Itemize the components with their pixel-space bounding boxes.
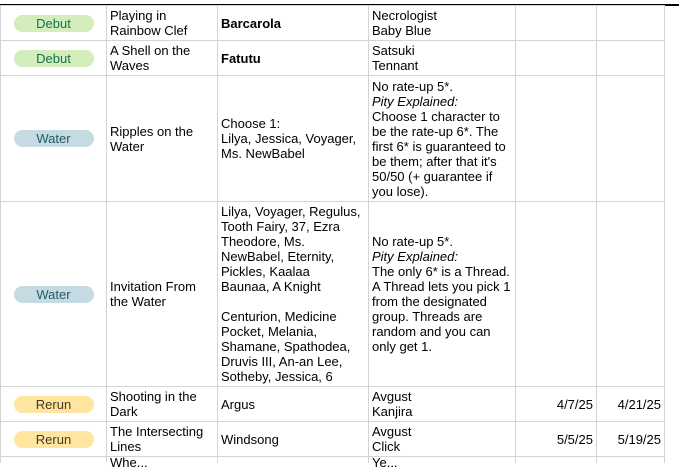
notes-line: Choose 1 character to: [372, 108, 500, 124]
start-date-cell[interactable]: 4/7/25: [516, 387, 597, 422]
notes-line: from the designated: [372, 294, 487, 309]
notes-cell-text: Ye...: [372, 455, 398, 470]
end-date-cell[interactable]: [597, 457, 665, 464]
rate-up-line: Theodore, Ms.: [221, 234, 305, 249]
banner-name-line: the Water: [110, 294, 166, 309]
banner-name-line: A Shell on the: [110, 43, 191, 58]
banner-name-line: Waves: [110, 58, 150, 73]
notes-line: be the rate-up 6*. The: [372, 123, 499, 139]
notes-line: Tennant: [372, 58, 419, 73]
end-date-cell[interactable]: 4/21/25: [597, 387, 665, 422]
notes-cell[interactable]: [369, 422, 516, 457]
end-date-cell[interactable]: [597, 76, 665, 202]
status-cell[interactable]: [1, 422, 107, 457]
rate-up-line: Barcarola: [221, 15, 281, 31]
status-cell[interactable]: [1, 202, 107, 387]
notes-cell[interactable]: [369, 202, 516, 387]
rate-up-cell[interactable]: [218, 457, 369, 464]
notes-line: you lose).: [372, 183, 429, 199]
banner-name-cell[interactable]: [107, 41, 218, 76]
rate-up-line: Windsong: [221, 431, 279, 447]
notes-line: Kanjira: [372, 404, 413, 419]
notes-line: random and you can: [372, 324, 491, 339]
notes-cell[interactable]: [369, 387, 516, 422]
notes-line: be them; after that it's: [372, 153, 497, 169]
status-cell[interactable]: [1, 387, 107, 422]
status-cell-text: [4, 455, 103, 461]
table-row: [1, 76, 665, 202]
rate-up-cell-text: [221, 455, 365, 461]
notes-line: first 6* is guaranteed to: [372, 138, 506, 154]
end-date-cell-text: [600, 455, 661, 461]
start-date-cell[interactable]: [516, 76, 597, 202]
status-cell[interactable]: [1, 76, 107, 202]
status-chip[interactable]: Rerun: [14, 431, 94, 448]
notes-line: Baby Blue: [372, 23, 432, 38]
banner-name-cell-text: Whe...: [110, 455, 148, 470]
rate-up-cell[interactable]: [218, 76, 369, 202]
end-date-cell[interactable]: [597, 202, 665, 387]
start-date-cell[interactable]: 5/5/25: [516, 422, 597, 457]
table-row: [1, 422, 665, 457]
rate-up-line: Choose 1:: [221, 116, 281, 131]
table-row-partial: [1, 457, 665, 464]
rate-up-line: Ms. NewBabel: [221, 146, 305, 161]
rate-up-line: Argus: [221, 396, 255, 412]
rate-up-gap: [221, 294, 365, 309]
status-cell[interactable]: [1, 457, 107, 464]
notes-line: No rate-up 5*.: [372, 234, 453, 249]
banner-name-cell[interactable]: [107, 76, 218, 202]
notes-cell[interactable]: [369, 76, 516, 202]
rate-up-line: Baunaa, A Knight: [221, 279, 321, 294]
notes-cell[interactable]: [369, 6, 516, 41]
table-row: [1, 6, 665, 41]
end-date-cell[interactable]: 5/19/25: [597, 422, 665, 457]
status-cell[interactable]: [1, 6, 107, 41]
rate-up-cell[interactable]: [218, 41, 369, 76]
rate-up-line: Tooth Fairy, 37, Ezra: [221, 219, 340, 234]
rate-up-cell[interactable]: [218, 422, 369, 457]
start-date-cell[interactable]: [516, 457, 597, 464]
notes-cell[interactable]: [369, 41, 516, 76]
end-date-cell[interactable]: [597, 6, 665, 41]
banner-name-line: Playing in: [110, 8, 167, 23]
notes-italic-line: Pity Explained:: [372, 249, 458, 264]
notes-line: No rate-up 5*.: [372, 78, 453, 94]
rate-up-line: Druvis III, An-an Lee,: [221, 354, 343, 369]
rate-up-cell[interactable]: [218, 202, 369, 387]
rate-up-line: Fatutu: [221, 50, 261, 66]
banner-name-cell[interactable]: [107, 202, 218, 387]
rate-up-cell[interactable]: [218, 387, 369, 422]
notes-line: 50/50 (+ guarantee if: [372, 168, 493, 184]
notes-cell[interactable]: [369, 455, 516, 470]
banner-name-line: Ripples on the: [110, 123, 194, 139]
table-row: [1, 202, 665, 387]
banner-name-line: Water: [110, 138, 145, 154]
status-chip[interactable]: Water: [14, 130, 94, 147]
banner-name-line: The Intersecting: [110, 424, 204, 439]
status-chip[interactable]: Water: [14, 286, 94, 303]
banner-name-line: Invitation From: [110, 279, 196, 294]
start-date-cell[interactable]: [516, 6, 597, 41]
notes-line: only get 1.: [372, 339, 432, 354]
banner-name-line: Lines: [110, 439, 142, 454]
status-chip[interactable]: Debut: [14, 50, 94, 67]
status-cell[interactable]: [1, 41, 107, 76]
notes-line: group. Threads are: [372, 309, 483, 324]
start-date-cell[interactable]: [516, 41, 597, 76]
rate-up-line: Shamane, Spathodea,: [221, 339, 351, 354]
banner-table-body: [1, 6, 665, 470]
banner-name-cell[interactable]: [107, 455, 218, 470]
rate-up-line: Lilya, Voyager, Regulus,: [221, 204, 361, 219]
notes-line: Necrologist: [372, 8, 438, 23]
banner-name-cell[interactable]: [107, 422, 218, 457]
notes-italic-line: Pity Explained:: [372, 93, 458, 109]
notes-line: Click: [372, 439, 401, 454]
notes-line: Avgust: [372, 389, 412, 404]
notes-line: The only 6* is a Thread.: [372, 264, 510, 279]
rate-up-line: NewBabel, Eternity,: [221, 249, 335, 264]
rate-up-cell[interactable]: [218, 6, 369, 41]
rate-up-line: Centurion, Medicine: [221, 309, 337, 324]
rate-up-line: Pickles, Kaalaa: [221, 264, 310, 279]
end-date-cell[interactable]: [597, 41, 665, 76]
notes-line: Avgust: [372, 424, 412, 439]
status-chip[interactable]: Rerun: [14, 396, 94, 413]
banner-name-line: Shooting in the: [110, 389, 197, 404]
banner-name-line: Dark: [110, 404, 138, 419]
start-date-cell[interactable]: [516, 202, 597, 387]
banner-name-cell[interactable]: [107, 6, 218, 41]
rate-up-line: Pocket, Melania,: [221, 324, 318, 339]
table-row: [1, 387, 665, 422]
rate-up-line: Sotheby, Jessica, 6: [221, 369, 333, 384]
notes-line: Satsuki: [372, 43, 415, 58]
banner-name-line: Rainbow Clef: [110, 23, 188, 38]
table-row: [1, 41, 665, 76]
banner-table: [0, 5, 665, 470]
banner-name-cell[interactable]: [107, 387, 218, 422]
start-date-cell-text: [519, 455, 593, 461]
status-chip[interactable]: Debut: [14, 15, 94, 32]
notes-line: A Thread lets you pick 1: [372, 279, 511, 294]
rate-up-line: Lilya, Jessica, Voyager,: [221, 131, 357, 146]
